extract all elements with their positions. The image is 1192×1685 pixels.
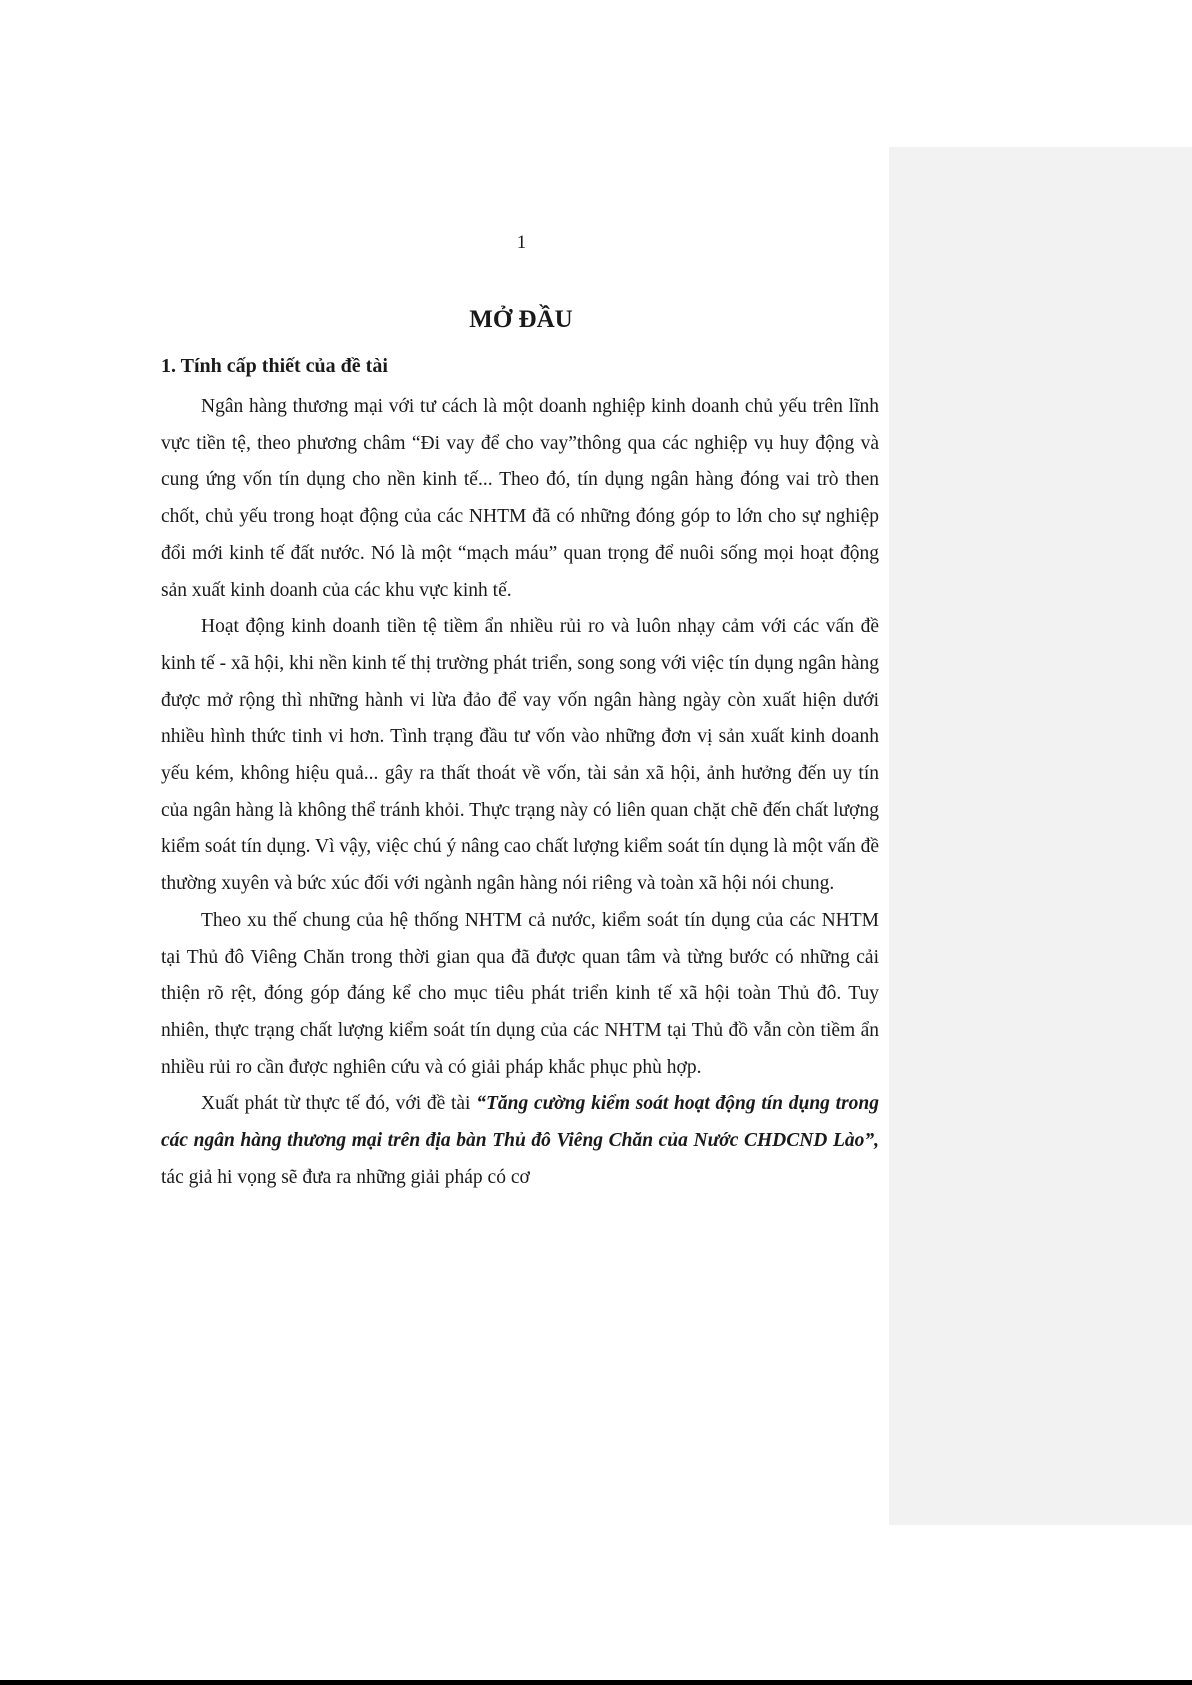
paragraph-thesis-title: [161, 1086, 879, 1196]
section-heading: 1. Tính cấp thiết của đề tài: [161, 355, 388, 377]
paragraph-tail: tác giả hi vọng sẽ đưa ra những giải pháp có cơ: [161, 1166, 530, 1188]
paragraph: Ngân hàng thương mại với tư cách là một doanh nghiệp kinh doanh chủ yếu trên lĩnh vực tiền tệ, theo phương châm “Đi vay để cho vay”thông qua các nghiệp vụ huy động và cung ứng vốn tín dụng cho nền kinh tế... Theo đó, tín dụng ngân hàng đóng vai trò then chốt, chủ yếu trong hoạt động của các NHTM đã có những đóng góp to lớn cho sự nghiệp đổi mới kinh tế đất nước. Nó là một “mạch máu” quan trọng để nuôi sống mọi hoạt động sản xuất kinh doanh của các khu vực kinh tế.: [161, 396, 879, 601]
thesis-title-emphasis: “Tăng cường kiểm soát hoạt động tín dụng trong các ngân hàng thương mại trên địa bàn Thủ đô Viêng Chăn của Nước CHDCND Lào”,: [161, 1093, 879, 1152]
paragraph-lead: Xuất phát từ thực tế đó, với đề tài: [201, 1093, 477, 1115]
page-number: 1: [516, 232, 527, 253]
comment-margin-pane: [889, 147, 1192, 1525]
document-title: MỞ ĐẦU: [469, 306, 573, 333]
bottom-border: [0, 1680, 1192, 1685]
paragraph: Hoạt động kinh doanh tiền tệ tiềm ẩn nhiều rủi ro và luôn nhạy cảm với các vấn đề kinh tế - xã hội, khi nền kinh tế thị trường phát triển, song song với việc tín dụng ngân hàng được mở rộng thì những hành vi lừa đảo để vay vốn ngân hàng ngày còn xuất hiện dưới nhiều hình thức tinh vi hơn. Tình trạng đầu tư vốn vào những đơn vị sản xuất kinh doanh yếu kém, không hiệu quả... gây ra thất thoát về vốn, tài sản xã hội, ảnh hưởng đến uy tín của ngân hàng là không thể tránh khỏi. Thực trạng này có liên quan chặt chẽ đến chất lượng kiểm soát tín dụng. Vì vậy, việc chú ý nâng cao chất lượng kiểm soát tín dụng là một vấn đề thường xuyên và bức xúc đối với ngành ngân hàng nói riêng và toàn xã hội nói chung.: [161, 616, 879, 895]
paragraph: Theo xu thế chung của hệ thống NHTM cả nước, kiểm soát tín dụng của các NHTM tại Thủ đô Viêng Chăn trong thời gian qua đã được quan tâm và từng bước có những cải thiện rõ rệt, đóng góp đáng kể cho mục tiêu phát triển kinh tế xã hội toàn Thủ đô. Tuy nhiên, thực trạng chất lượng kiểm soát tín dụng của các NHTM tại Thủ đồ vẫn còn tiềm ẩn nhiều rủi ro cần được nghiên cứu và có giải pháp khắc phục phù hợp.: [161, 909, 879, 1078]
document-body: [161, 389, 879, 1196]
